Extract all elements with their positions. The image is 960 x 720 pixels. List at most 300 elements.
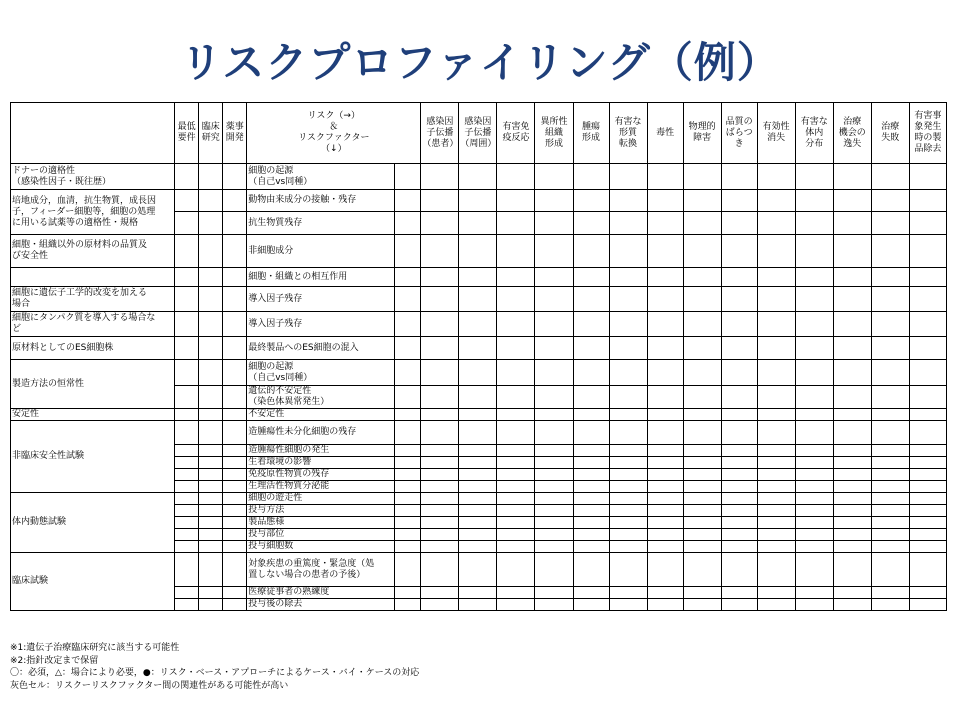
requirement-cell[interactable]: [175, 337, 199, 360]
risk-cell[interactable]: [609, 553, 647, 587]
risk-cell[interactable]: [459, 409, 497, 421]
risk-cell[interactable]: [683, 386, 721, 409]
risk-factor-subcell[interactable]: [395, 481, 421, 493]
risk-cell[interactable]: [459, 529, 497, 541]
risk-cell[interactable]: [871, 337, 909, 360]
risk-cell[interactable]: [757, 409, 795, 421]
risk-cell[interactable]: [683, 235, 721, 268]
risk-cell[interactable]: [871, 505, 909, 517]
risk-cell[interactable]: [721, 493, 757, 505]
risk-cell[interactable]: [683, 517, 721, 529]
risk-cell[interactable]: [573, 312, 609, 337]
risk-cell[interactable]: [609, 529, 647, 541]
risk-cell[interactable]: [757, 337, 795, 360]
risk-cell[interactable]: [497, 337, 535, 360]
requirement-cell[interactable]: [199, 337, 223, 360]
requirement-cell[interactable]: [223, 529, 247, 541]
risk-cell[interactable]: [497, 386, 535, 409]
risk-cell[interactable]: [757, 517, 795, 529]
risk-cell[interactable]: [909, 312, 946, 337]
risk-cell[interactable]: [795, 517, 833, 529]
risk-cell[interactable]: [683, 421, 721, 445]
risk-cell[interactable]: [757, 312, 795, 337]
risk-cell[interactable]: [497, 505, 535, 517]
risk-cell[interactable]: [497, 287, 535, 312]
risk-cell[interactable]: [683, 553, 721, 587]
risk-cell[interactable]: [573, 587, 609, 599]
risk-cell[interactable]: [497, 553, 535, 587]
risk-cell[interactable]: [909, 212, 946, 235]
risk-cell[interactable]: [909, 164, 946, 190]
risk-cell[interactable]: [535, 493, 573, 505]
risk-cell[interactable]: [535, 360, 573, 386]
requirement-cell[interactable]: [199, 312, 223, 337]
risk-cell[interactable]: [871, 457, 909, 469]
risk-cell[interactable]: [421, 235, 459, 268]
risk-cell[interactable]: [497, 599, 535, 611]
requirement-cell[interactable]: [199, 505, 223, 517]
requirement-cell[interactable]: [175, 517, 199, 529]
requirement-cell[interactable]: [223, 312, 247, 337]
risk-cell[interactable]: [421, 164, 459, 190]
risk-cell[interactable]: [795, 337, 833, 360]
risk-cell[interactable]: [609, 312, 647, 337]
risk-cell[interactable]: [609, 517, 647, 529]
risk-cell[interactable]: [683, 212, 721, 235]
risk-cell[interactable]: [609, 409, 647, 421]
risk-cell[interactable]: [647, 190, 683, 212]
requirement-cell[interactable]: [175, 235, 199, 268]
risk-factor-subcell[interactable]: [395, 268, 421, 287]
risk-cell[interactable]: [833, 360, 871, 386]
risk-cell[interactable]: [909, 541, 946, 553]
risk-cell[interactable]: [573, 287, 609, 312]
risk-cell[interactable]: [909, 421, 946, 445]
risk-factor-subcell[interactable]: [395, 457, 421, 469]
risk-cell[interactable]: [795, 481, 833, 493]
risk-cell[interactable]: [909, 517, 946, 529]
risk-cell[interactable]: [647, 553, 683, 587]
risk-cell[interactable]: [909, 409, 946, 421]
risk-cell[interactable]: [535, 421, 573, 445]
risk-cell[interactable]: [795, 164, 833, 190]
risk-cell[interactable]: [459, 164, 497, 190]
risk-cell[interactable]: [909, 337, 946, 360]
risk-cell[interactable]: [721, 360, 757, 386]
risk-cell[interactable]: [647, 360, 683, 386]
risk-cell[interactable]: [795, 505, 833, 517]
risk-cell[interactable]: [757, 212, 795, 235]
risk-cell[interactable]: [609, 493, 647, 505]
risk-cell[interactable]: [683, 409, 721, 421]
risk-cell[interactable]: [871, 312, 909, 337]
risk-cell[interactable]: [871, 493, 909, 505]
risk-cell[interactable]: [573, 529, 609, 541]
risk-cell[interactable]: [683, 469, 721, 481]
requirement-cell[interactable]: [175, 481, 199, 493]
requirement-cell[interactable]: [223, 268, 247, 287]
risk-cell[interactable]: [459, 421, 497, 445]
risk-cell[interactable]: [609, 421, 647, 445]
risk-cell[interactable]: [833, 337, 871, 360]
requirement-cell[interactable]: [223, 553, 247, 587]
risk-cell[interactable]: [757, 587, 795, 599]
risk-cell[interactable]: [459, 493, 497, 505]
risk-cell[interactable]: [421, 409, 459, 421]
risk-cell[interactable]: [721, 190, 757, 212]
requirement-cell[interactable]: [223, 337, 247, 360]
risk-factor-subcell[interactable]: [395, 541, 421, 553]
risk-cell[interactable]: [497, 312, 535, 337]
risk-cell[interactable]: [871, 481, 909, 493]
risk-cell[interactable]: [609, 469, 647, 481]
risk-cell[interactable]: [757, 541, 795, 553]
risk-cell[interactable]: [421, 541, 459, 553]
risk-cell[interactable]: [459, 457, 497, 469]
risk-cell[interactable]: [833, 529, 871, 541]
risk-cell[interactable]: [871, 287, 909, 312]
risk-cell[interactable]: [795, 212, 833, 235]
risk-cell[interactable]: [647, 529, 683, 541]
risk-cell[interactable]: [909, 457, 946, 469]
risk-cell[interactable]: [497, 529, 535, 541]
risk-cell[interactable]: [573, 409, 609, 421]
risk-cell[interactable]: [721, 268, 757, 287]
risk-cell[interactable]: [683, 164, 721, 190]
requirement-cell[interactable]: [223, 517, 247, 529]
risk-cell[interactable]: [909, 553, 946, 587]
risk-cell[interactable]: [833, 599, 871, 611]
requirement-cell[interactable]: [223, 409, 247, 421]
risk-cell[interactable]: [647, 268, 683, 287]
risk-cell[interactable]: [721, 409, 757, 421]
risk-cell[interactable]: [721, 517, 757, 529]
risk-cell[interactable]: [497, 164, 535, 190]
risk-cell[interactable]: [535, 287, 573, 312]
risk-cell[interactable]: [721, 164, 757, 190]
risk-cell[interactable]: [833, 541, 871, 553]
requirement-cell[interactable]: [175, 190, 199, 212]
risk-cell[interactable]: [573, 457, 609, 469]
requirement-cell[interactable]: [199, 587, 223, 599]
risk-cell[interactable]: [833, 505, 871, 517]
requirement-cell[interactable]: [175, 529, 199, 541]
risk-cell[interactable]: [609, 235, 647, 268]
risk-cell[interactable]: [459, 312, 497, 337]
risk-cell[interactable]: [609, 190, 647, 212]
risk-cell[interactable]: [795, 599, 833, 611]
risk-cell[interactable]: [647, 235, 683, 268]
requirement-cell[interactable]: [175, 599, 199, 611]
risk-cell[interactable]: [421, 587, 459, 599]
requirement-cell[interactable]: [199, 529, 223, 541]
risk-cell[interactable]: [573, 505, 609, 517]
requirement-cell[interactable]: [199, 517, 223, 529]
risk-cell[interactable]: [647, 481, 683, 493]
risk-cell[interactable]: [871, 409, 909, 421]
risk-cell[interactable]: [721, 529, 757, 541]
risk-cell[interactable]: [497, 457, 535, 469]
risk-cell[interactable]: [535, 212, 573, 235]
risk-cell[interactable]: [609, 587, 647, 599]
risk-cell[interactable]: [721, 445, 757, 457]
risk-cell[interactable]: [871, 599, 909, 611]
risk-cell[interactable]: [757, 481, 795, 493]
requirement-cell[interactable]: [175, 360, 199, 386]
risk-cell[interactable]: [871, 421, 909, 445]
risk-cell[interactable]: [497, 469, 535, 481]
risk-cell[interactable]: [573, 268, 609, 287]
risk-cell[interactable]: [721, 212, 757, 235]
risk-cell[interactable]: [683, 287, 721, 312]
risk-cell[interactable]: [573, 212, 609, 235]
risk-factor-subcell[interactable]: [395, 599, 421, 611]
risk-cell[interactable]: [459, 445, 497, 457]
risk-cell[interactable]: [833, 553, 871, 587]
risk-cell[interactable]: [421, 386, 459, 409]
risk-cell[interactable]: [795, 287, 833, 312]
risk-cell[interactable]: [757, 164, 795, 190]
requirement-cell[interactable]: [199, 599, 223, 611]
risk-cell[interactable]: [757, 457, 795, 469]
risk-cell[interactable]: [609, 386, 647, 409]
risk-cell[interactable]: [609, 212, 647, 235]
risk-cell[interactable]: [683, 337, 721, 360]
risk-cell[interactable]: [683, 541, 721, 553]
risk-cell[interactable]: [573, 337, 609, 360]
risk-factor-subcell[interactable]: [395, 517, 421, 529]
risk-cell[interactable]: [795, 386, 833, 409]
risk-cell[interactable]: [757, 599, 795, 611]
risk-cell[interactable]: [535, 587, 573, 599]
risk-cell[interactable]: [795, 235, 833, 268]
risk-factor-subcell[interactable]: [395, 469, 421, 481]
risk-cell[interactable]: [871, 445, 909, 457]
risk-cell[interactable]: [795, 493, 833, 505]
risk-cell[interactable]: [795, 541, 833, 553]
risk-cell[interactable]: [721, 235, 757, 268]
risk-cell[interactable]: [497, 421, 535, 445]
risk-cell[interactable]: [421, 553, 459, 587]
risk-cell[interactable]: [647, 517, 683, 529]
risk-cell[interactable]: [535, 457, 573, 469]
risk-cell[interactable]: [573, 517, 609, 529]
risk-cell[interactable]: [757, 529, 795, 541]
risk-cell[interactable]: [683, 587, 721, 599]
requirement-cell[interactable]: [199, 164, 223, 190]
requirement-cell[interactable]: [175, 587, 199, 599]
requirement-cell[interactable]: [199, 421, 223, 445]
risk-cell[interactable]: [609, 599, 647, 611]
risk-cell[interactable]: [871, 541, 909, 553]
risk-cell[interactable]: [909, 190, 946, 212]
requirement-cell[interactable]: [199, 409, 223, 421]
requirement-cell[interactable]: [223, 386, 247, 409]
risk-factor-subcell[interactable]: [395, 529, 421, 541]
risk-cell[interactable]: [647, 457, 683, 469]
requirement-cell[interactable]: [199, 360, 223, 386]
requirement-cell[interactable]: [223, 421, 247, 445]
risk-cell[interactable]: [535, 235, 573, 268]
requirement-cell[interactable]: [175, 553, 199, 587]
requirement-cell[interactable]: [223, 493, 247, 505]
requirement-cell[interactable]: [223, 360, 247, 386]
risk-cell[interactable]: [497, 212, 535, 235]
requirement-cell[interactable]: [223, 469, 247, 481]
requirement-cell[interactable]: [199, 541, 223, 553]
risk-cell[interactable]: [647, 445, 683, 457]
risk-cell[interactable]: [647, 287, 683, 312]
risk-cell[interactable]: [833, 421, 871, 445]
risk-cell[interactable]: [535, 541, 573, 553]
risk-cell[interactable]: [683, 481, 721, 493]
risk-cell[interactable]: [609, 287, 647, 312]
requirement-cell[interactable]: [175, 212, 199, 235]
risk-cell[interactable]: [833, 164, 871, 190]
risk-cell[interactable]: [573, 190, 609, 212]
risk-factor-subcell[interactable]: [395, 505, 421, 517]
requirement-cell[interactable]: [223, 287, 247, 312]
risk-cell[interactable]: [609, 445, 647, 457]
requirement-cell[interactable]: [199, 268, 223, 287]
risk-cell[interactable]: [721, 457, 757, 469]
risk-factor-subcell[interactable]: [395, 553, 421, 587]
risk-cell[interactable]: [871, 553, 909, 587]
risk-cell[interactable]: [573, 235, 609, 268]
risk-cell[interactable]: [757, 235, 795, 268]
risk-cell[interactable]: [647, 312, 683, 337]
risk-cell[interactable]: [647, 599, 683, 611]
risk-cell[interactable]: [795, 312, 833, 337]
risk-factor-subcell[interactable]: [395, 312, 421, 337]
risk-cell[interactable]: [721, 481, 757, 493]
risk-cell[interactable]: [721, 386, 757, 409]
risk-cell[interactable]: [909, 235, 946, 268]
requirement-cell[interactable]: [223, 235, 247, 268]
requirement-cell[interactable]: [175, 287, 199, 312]
risk-cell[interactable]: [721, 587, 757, 599]
requirement-cell[interactable]: [199, 457, 223, 469]
risk-cell[interactable]: [573, 481, 609, 493]
risk-cell[interactable]: [833, 312, 871, 337]
risk-cell[interactable]: [647, 469, 683, 481]
risk-cell[interactable]: [573, 553, 609, 587]
risk-cell[interactable]: [683, 599, 721, 611]
risk-cell[interactable]: [871, 469, 909, 481]
risk-factor-subcell[interactable]: [395, 360, 421, 386]
risk-cell[interactable]: [459, 235, 497, 268]
risk-cell[interactable]: [833, 190, 871, 212]
requirement-cell[interactable]: [223, 599, 247, 611]
risk-cell[interactable]: [573, 493, 609, 505]
risk-cell[interactable]: [573, 541, 609, 553]
risk-cell[interactable]: [497, 587, 535, 599]
risk-cell[interactable]: [421, 599, 459, 611]
risk-cell[interactable]: [909, 599, 946, 611]
risk-cell[interactable]: [647, 541, 683, 553]
risk-cell[interactable]: [833, 587, 871, 599]
risk-cell[interactable]: [871, 517, 909, 529]
risk-cell[interactable]: [609, 337, 647, 360]
risk-cell[interactable]: [795, 190, 833, 212]
risk-cell[interactable]: [497, 541, 535, 553]
requirement-cell[interactable]: [199, 386, 223, 409]
risk-cell[interactable]: [833, 481, 871, 493]
risk-cell[interactable]: [421, 493, 459, 505]
requirement-cell[interactable]: [199, 481, 223, 493]
risk-factor-subcell[interactable]: [395, 190, 421, 212]
risk-cell[interactable]: [757, 421, 795, 445]
risk-cell[interactable]: [721, 421, 757, 445]
risk-cell[interactable]: [573, 360, 609, 386]
risk-cell[interactable]: [535, 190, 573, 212]
risk-cell[interactable]: [683, 493, 721, 505]
risk-cell[interactable]: [871, 360, 909, 386]
risk-factor-subcell[interactable]: [395, 212, 421, 235]
risk-cell[interactable]: [459, 360, 497, 386]
risk-cell[interactable]: [535, 529, 573, 541]
risk-cell[interactable]: [609, 268, 647, 287]
risk-factor-subcell[interactable]: [395, 287, 421, 312]
risk-cell[interactable]: [421, 445, 459, 457]
risk-factor-subcell[interactable]: [395, 409, 421, 421]
risk-cell[interactable]: [871, 212, 909, 235]
risk-cell[interactable]: [459, 386, 497, 409]
risk-cell[interactable]: [647, 421, 683, 445]
requirement-cell[interactable]: [175, 386, 199, 409]
risk-cell[interactable]: [535, 164, 573, 190]
risk-cell[interactable]: [497, 268, 535, 287]
risk-cell[interactable]: [497, 235, 535, 268]
risk-cell[interactable]: [683, 268, 721, 287]
risk-cell[interactable]: [573, 421, 609, 445]
requirement-cell[interactable]: [199, 493, 223, 505]
risk-cell[interactable]: [609, 360, 647, 386]
risk-cell[interactable]: [421, 529, 459, 541]
risk-cell[interactable]: [459, 541, 497, 553]
risk-cell[interactable]: [909, 481, 946, 493]
risk-factor-subcell[interactable]: [395, 235, 421, 268]
risk-cell[interactable]: [833, 469, 871, 481]
requirement-cell[interactable]: [175, 457, 199, 469]
risk-cell[interactable]: [683, 445, 721, 457]
risk-cell[interactable]: [535, 481, 573, 493]
risk-cell[interactable]: [683, 360, 721, 386]
risk-cell[interactable]: [609, 505, 647, 517]
risk-cell[interactable]: [459, 190, 497, 212]
risk-cell[interactable]: [535, 517, 573, 529]
requirement-cell[interactable]: [175, 493, 199, 505]
risk-factor-subcell[interactable]: [395, 493, 421, 505]
risk-cell[interactable]: [833, 235, 871, 268]
risk-cell[interactable]: [871, 190, 909, 212]
requirement-cell[interactable]: [175, 445, 199, 457]
risk-cell[interactable]: [909, 529, 946, 541]
risk-cell[interactable]: [459, 517, 497, 529]
requirement-cell[interactable]: [175, 469, 199, 481]
risk-cell[interactable]: [683, 529, 721, 541]
requirement-cell[interactable]: [223, 445, 247, 457]
risk-cell[interactable]: [871, 164, 909, 190]
risk-cell[interactable]: [609, 481, 647, 493]
risk-cell[interactable]: [683, 312, 721, 337]
risk-cell[interactable]: [871, 587, 909, 599]
risk-cell[interactable]: [721, 599, 757, 611]
risk-cell[interactable]: [721, 287, 757, 312]
risk-cell[interactable]: [421, 287, 459, 312]
requirement-cell[interactable]: [223, 457, 247, 469]
risk-cell[interactable]: [757, 553, 795, 587]
